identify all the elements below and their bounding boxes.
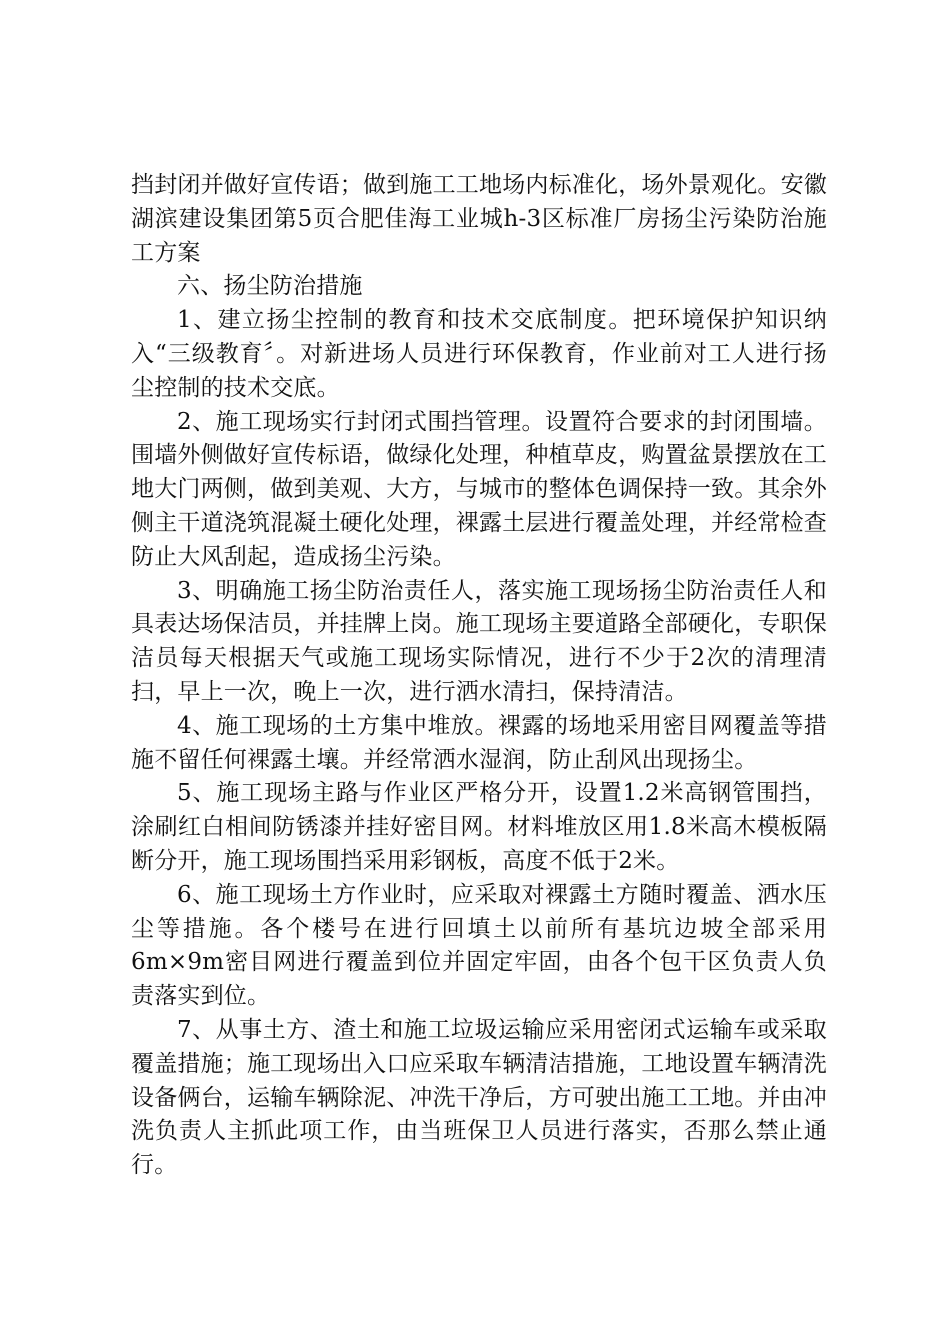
paragraph-item-5: 5、施工现场主路与作业区严格分开，设置1.2米高钢管围挡，涂刷红白相间防锈漆并挂好密目网。材料堆放区用1.8米高木模板隔断分开，施工现场围挡采用彩钢板，高度不低于2米。 <box>131 780 827 874</box>
paragraph-item-4: 4、施工现场的土方集中堆放。裸露的场地采用密目网覆盖等措施不留任何裸露土壤。并经常洒水湿润，防止刮风出现扬尘。 <box>131 712 827 773</box>
paragraph-item-2: 2、施工现场实行封闭式围挡管理。设置符合要求的封闭围墙。围墙外侧做好宣传标语，做绿化处理，种植草皮，购置盆景摆放在工地大门两侧，做到美观、大方，与城市的整体色调保持一致。其余外侧主干道浇筑混凝土硬化处理，裸露土层进行覆盖处理，并经常检查防止大风刮起，造成扬尘污染。 <box>131 408 827 570</box>
document-body <box>131 169 827 1183</box>
paragraph-item-1: 1、建立扬尘控制的教育和技术交底制度。把环境保护知识纳入“三级教育〞。对新进场人员进行环保教育，作业前对工人进行扬尘控制的技术交底。 <box>131 307 827 401</box>
paragraph-item-6: 6、施工现场土方作业时，应采取对裸露土方随时覆盖、洒水压尘等措施。各个楼号在进行回填土以前所有基坑边坡全部采用6m×9m密目网进行覆盖到位并固定牢固，由各个包干区负责人负责落实到位。 <box>131 881 827 1010</box>
section-heading: 六、扬尘防治措施 <box>177 273 363 300</box>
paragraph-item-7: 7、从事土方、渣土和施工垃圾运输应采用密闭式运输车或采取覆盖措施；施工现场出入口应采取车辆清洁措施，工地设置车辆清洗设备俩台，运输车辆除泥、冲洗干净后，方可驶出施工工地。并由冲洗负责人主抓此项工作，由当班保卫人员进行落实，否那么禁止通行。 <box>131 1016 827 1179</box>
paragraph-item-3: 3、明确施工扬尘防治责任人，落实施工现场扬尘防治责任人和具表达场保洁员，并挂牌上岗。施工现场主要道路全部硬化，专职保洁员每天根据天气或施工现场实际情况，进行不少于2次的清理清扫，早上一次，晚上一次，进行洒水清扫，保持清洁。 <box>131 577 827 705</box>
paragraph-intro: 挡封闭并做好宣传语；做到施工工地场内标准化，场外景观化。安徽湖滨建设集团第5页合肥佳海工业城h-3区标准厂房扬尘污染防治施工方案 <box>131 172 827 266</box>
